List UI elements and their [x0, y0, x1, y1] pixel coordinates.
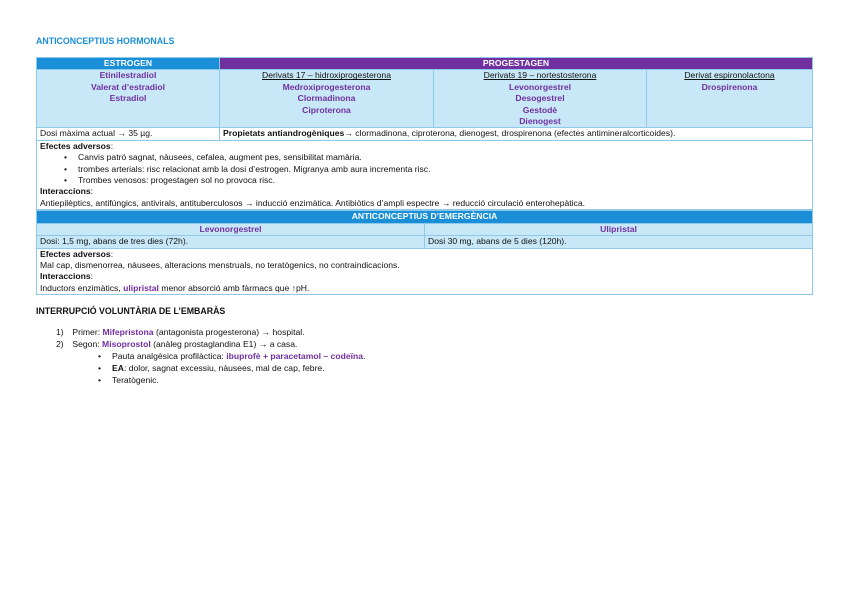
prog-item: Clormadinona: [297, 93, 356, 104]
list-item: • Canvis patró sagnat, nàusees, cefalea, augment pes, sensibilitat mamària.: [78, 152, 809, 163]
prog-item: Ciproterona: [302, 104, 351, 115]
prog-item: Desogestrel: [515, 93, 565, 104]
prog-group-title: Derivats 17 – hidroxiprogesterona: [262, 70, 391, 81]
prog-group-19: [434, 70, 647, 128]
prog-item: Medroxiprogesterona: [282, 81, 371, 92]
adverse-list: [40, 152, 809, 186]
list-item: • trombes arterials: risc relacionat amb la dosi d’estrogen. Migranya amb aura incrementa risc.: [78, 164, 809, 175]
prog-item: Drospirenona: [701, 81, 758, 92]
prog-item: Gestodè: [522, 104, 558, 115]
emergency-col1-title: Levonorgestrel: [37, 223, 425, 235]
antiandrogenic-label: Propietats antiandrogèniques: [223, 128, 345, 139]
hormonal-table: [36, 57, 813, 210]
emergency-adverse-label: Efectes adversos: [40, 248, 111, 259]
max-dose: Dosi màxima actual → 35 µg.: [37, 128, 220, 140]
emergency-header: ANTICONCEPTIUS D’EMERGÈNCIA: [37, 211, 813, 223]
prog-item: Dienogest: [519, 116, 561, 127]
misoprostol-highlight: Misoprostol: [102, 339, 151, 350]
progestagen-header: PROGESTAGEN: [220, 58, 813, 70]
document-page: [36, 36, 812, 386]
ive-step-2: 2) Segon: Misoprostol (anàleg prostaglandina E1) → a casa. • Pauta analgèsica profilàctica: ibuprofè + paracetamol – codeïna. • EA: dolor, sagnat excessiu, nàusees, mal de cap, febre. • Teratògenic.: [56, 338, 812, 386]
estrogen-list: [37, 70, 220, 128]
emergency-col2-dose: Dosi 30 mg, abans de 5 dies (120h).: [425, 236, 813, 248]
mifepristona-highlight: Mifepristona: [102, 327, 154, 338]
list-item: • Trombes venosos: progestagen sol no provoca risc.: [78, 175, 809, 186]
interactions-label: Interaccions: [40, 186, 91, 197]
emergency-interactions-label: Interaccions: [40, 271, 91, 282]
estrogen-header: ESTROGEN: [37, 58, 220, 70]
prog-group-title: Derivat espironolactona: [684, 70, 775, 81]
emergency-adverse-text: Mal cap, dismenorrea, nàusees, alteracions menstruals, no teratògenics, no contraindicacions.: [40, 259, 400, 270]
adverse-interactions-cell: Efectes adversos: • Canvis patró sagnat, nàusees, cefalea, augment pes, sensibilitat mamària. • trombes arterials: risc relacionat amb la dosi d’estrogen. Migranya amb aura incrementa risc. • Trombes venosos: progestagen sol no provoca risc. Interaccions: Antiepilèptics, antifúngics, antivirals, antituberculosos → inducció enzimàtica. Antibiòtics d’ampli espectre → reducció circulació enterohepàtica.: [37, 140, 813, 209]
prog-item: Levonorgestrel: [508, 81, 572, 92]
prog-group-17: [220, 70, 434, 128]
ive-sublist: [56, 350, 812, 386]
ive-title: INTERRUPCIÓ VOLUNTÀRIA DE L’EMBARÀS: [36, 306, 226, 317]
emergency-notes: Efectes adversos: Mal cap, dismenorrea, nàusees, alteracions menstruals, no teratògenics, no contraindicacions. Interaccions: Inductors enzimàtics, ulipristal menor absorció amb fàrmacs que ↑pH.: [37, 248, 813, 295]
estrogen-item: Estradiol: [109, 93, 147, 104]
ulipristal-highlight: ulipristal: [123, 282, 159, 293]
emergency-col2-title: Ulipristal: [425, 223, 813, 235]
prog-group-title: Derivats 19 – nortestosterona: [483, 70, 597, 81]
analgesic-highlight: ibuprofè + paracetamol – codeïna: [226, 351, 364, 362]
list-item: • Pauta analgèsica profilàctica: ibuprofè + paracetamol – codeïna.: [112, 350, 812, 362]
emergency-interactions-text: Inductors enzimàtics, ulipristal menor absorció amb fàrmacs que ↑pH.: [40, 282, 310, 293]
estrogen-item: Etinilestradiol: [99, 70, 157, 81]
emergency-table: [36, 210, 813, 295]
adverse-label: Efectes adversos: [40, 140, 111, 151]
doc-title: ANTICONCEPTIUS HORMONALS: [36, 36, 175, 46]
ive-steps: [36, 326, 812, 386]
ive-step-1: 1) Primer: Mifepristona (antagonista progesterona) → hospital.: [56, 327, 305, 338]
antiandrogenic-props: [220, 128, 813, 140]
interactions-text: Antiepilèptics, antifúngics, antivirals, antituberculosos → inducció enzimàtica. Antibiòtics d’ampli espectre → reducció circulació enterohepàtica.: [40, 197, 586, 208]
list-item: • EA: dolor, sagnat excessiu, nàusees, mal de cap, febre.: [112, 362, 812, 374]
emergency-col1-dose: Dosi: 1,5 mg, abans de tres dies (72h).: [37, 236, 425, 248]
antiandrogenic-text: → clormadinona, ciproterona, dienogest, drospirenona (efectes antimineralcorticoides).: [344, 128, 676, 139]
estrogen-item: Valerat d’estradiol: [90, 81, 166, 92]
list-item: • Teratògenic.: [112, 374, 812, 386]
prog-group-spiro: [647, 70, 813, 128]
